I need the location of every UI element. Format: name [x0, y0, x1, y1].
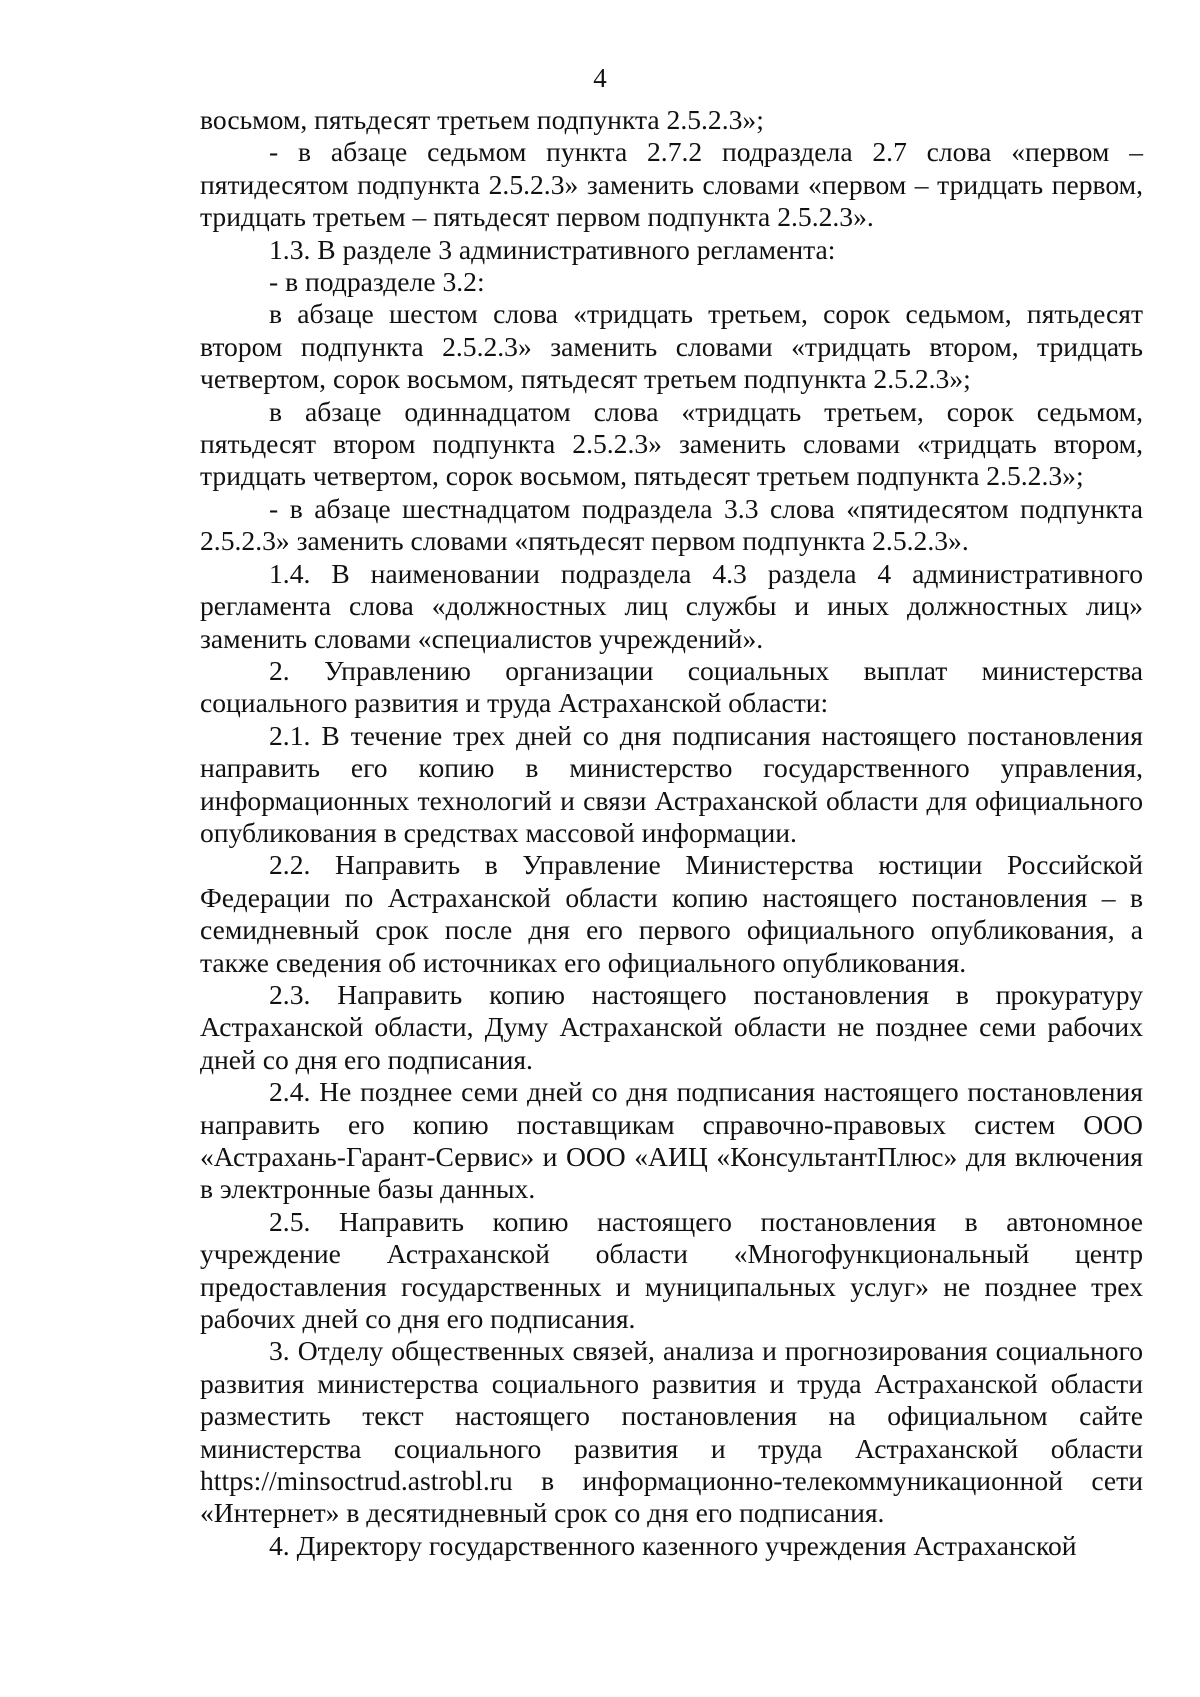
page-number: 4	[593, 63, 607, 93]
paragraph-4: 4. Директору государственного казенного учреждения Астраханской	[269, 1529, 1077, 1561]
document-body	[200, 104, 1143, 1562]
paragraph-2-1: 2.1. В течение трех дней со дня подписания настоящего постановления направить его копию в министерство государственного управления, информационных технологий и связи Астраханской области для официального опубликования в средствах массовой информации.	[200, 719, 1143, 848]
paragraph-abzac-6: в абзаце шестом слова «тридцать третьем, сорок седьмом, пятьдесят втором подпункта 2.5.2.3» заменить словами «тридцать втором, тридцать четвертом, сорок восьмом, пятьдесят третьем подпункта 2.5.2.3»;	[200, 298, 1143, 395]
paragraph-2-4: 2.4. Не позднее семи дней со дня подписания настоящего постановления направить его копию поставщикам справочно-правовых систем ООО «Астрахань-Гарант-Сервис» и ООО «АИЦ «КонсультантПлюс» для включения в электронные базы данных.	[200, 1076, 1143, 1205]
paragraph-2-2: 2.2. Направить в Управление Министерства юстиции Российской Федерации по Астраханской области копию настоящего постановления – в семидневный срок после дня его первого официального опубликования, а также сведения об источниках его официального опубликования.	[200, 849, 1143, 978]
paragraph-2-3: 2.3. Направить копию настоящего постановления в прокуратуру Астраханской области, Думу Астраханской области не позднее семи рабочих дней со дня его подписания.	[200, 978, 1143, 1075]
paragraph-amendment-2-7-2: - в абзаце седьмом пункта 2.7.2 подраздела 2.7 слова «первом – пятидесятом подпункта 2.5.2.3» заменить словами «первом – тридцать первом, тридцать третьем – пятьдесят первом подпункта 2.5.2.3».	[200, 136, 1143, 233]
paragraph-2: 2. Управлению организации социальных выплат министерства социального развития и труда Астраханской области:	[200, 654, 1143, 719]
paragraph-continuation: восьмом, пятьдесят третьем подпункта 2.5.2.3»;	[200, 104, 764, 135]
paragraph-abzac-11: в абзаце одиннадцатом слова «тридцать третьем, сорок седьмом, пятьдесят втором подпункта 2.5.2.3» заменить словами «тридцать втором, тридцать четвертом, сорок восьмом, пятьдесят третьем подпункта 2.5.2.3»;	[200, 395, 1143, 492]
paragraph-2-5: 2.5. Направить копию настоящего постановления в автономное учреждение Астраханской области «Многофункциональный центр предоставления государственных и муниципальных услуг» не позднее трех рабочих дней со дня его подписания.	[200, 1205, 1143, 1335]
paragraph-3: 3. Отделу общественных связей, анализа и прогнозирования социального развития министерства социального развития и труда Астраханской области разместить текст настоящего постановления на официальном сайте министерства социального развития и труда Астраханской области https://minsoctrud.astrobl.ru в информационно-телекоммуникационной сети «Интернет» в десятидневный срок со дня его подписания.	[200, 1335, 1143, 1529]
paragraph-1-3: 1.3. В разделе 3 административного регламента:	[269, 233, 836, 265]
paragraph-1-4: 1.4. В наименовании подраздела 4.3 раздела 4 административного регламента слова «должностных лиц службы и иных должностных лиц» заменить словами «специалистов учреждений».	[200, 557, 1143, 654]
paragraph-subsection-3-3: - в абзаце шестнадцатом подраздела 3.3 слова «пятидесятом подпункта 2.5.2.3» заменить словами «пятьдесят первом подпункта 2.5.2.3».	[200, 492, 1143, 557]
paragraph-subsection-3-2: - в подразделе 3.2:	[269, 266, 485, 298]
